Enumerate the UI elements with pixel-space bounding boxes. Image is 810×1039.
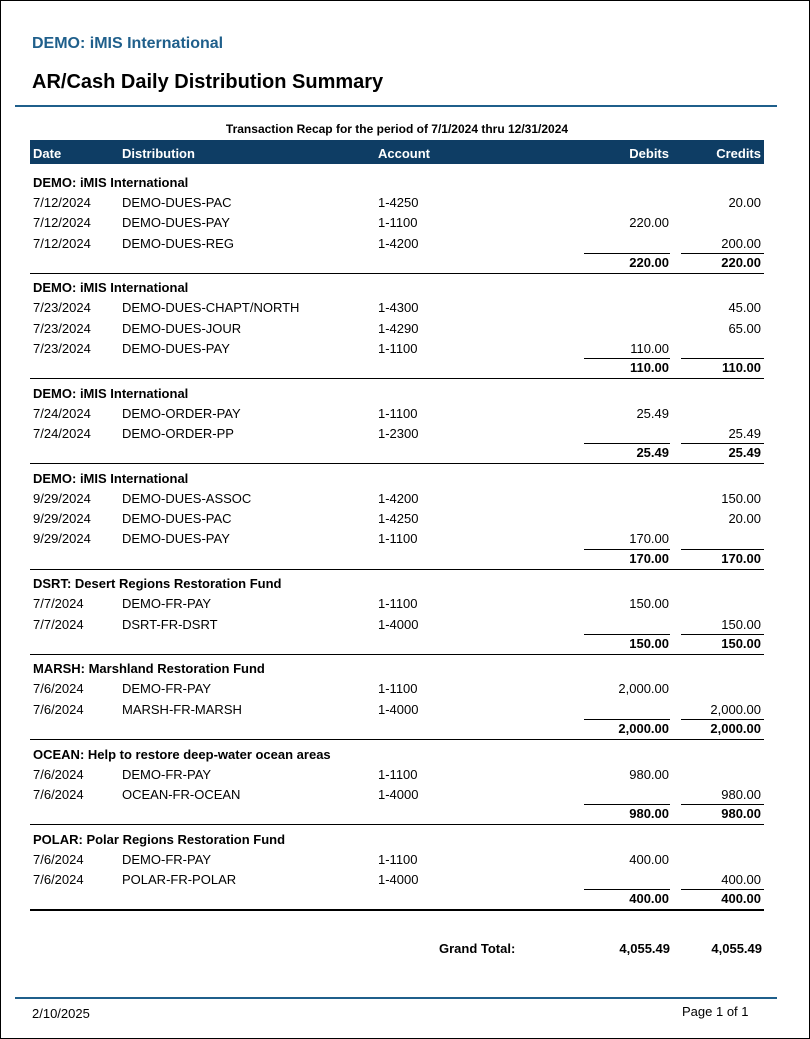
subtotal-credits: 400.00 [721,891,761,907]
group-separator [30,824,764,825]
column-header-debits: Debits [629,146,669,161]
subtotal-credits: 980.00 [721,806,761,822]
cell-account: 1-1100 [378,215,418,231]
cell-distribution: DSRT-FR-DSRT [122,616,218,632]
column-header-distribution: Distribution [122,146,195,161]
cell-date: 7/24/2024 [33,405,91,421]
cell-account: 1-1100 [378,596,418,612]
cell-date: 7/7/2024 [33,616,84,632]
cell-distribution: DEMO-DUES-PAC [122,195,232,210]
subtotal-rule-credits [681,804,764,805]
cell-debit: 980.00 [629,766,669,782]
table-row [30,195,764,213]
cell-date: 7/6/2024 [33,786,84,802]
subtotal-rule-debits [584,889,670,890]
cell-date: 7/6/2024 [33,701,84,717]
cell-date: 7/23/2024 [33,320,91,336]
cell-account: 1-4290 [378,320,419,336]
group-separator [30,378,764,379]
report-title: AR/Cash Daily Distribution Summary [32,71,384,93]
group-heading: DEMO: iMIS International [33,385,189,401]
cell-account: 1-1100 [378,340,418,356]
distribution-group [30,384,764,473]
group-separator [30,463,764,464]
subtotal-rule-credits [681,549,764,550]
cell-date: 9/29/2024 [33,511,91,527]
table-row [30,426,764,444]
footer-date: 2/10/2025 [32,1006,90,1021]
subtotal-debits: 150.00 [629,635,669,651]
cell-account: 1-4250 [378,511,419,527]
cell-credit: 20.00 [728,511,761,527]
cell-date: 7/6/2024 [33,766,84,782]
group-heading: MARSH: Marshland Restoration Fund [33,661,265,677]
cell-date: 7/7/2024 [33,596,84,612]
table-row [30,215,764,233]
distribution-group [30,830,764,919]
column-header-date: Date [33,146,62,161]
cell-date: 7/6/2024 [33,851,84,867]
cell-date: 9/29/2024 [33,490,91,506]
distribution-group [30,278,764,376]
cell-distribution: DEMO-FR-PAY [122,681,212,697]
subtotal-rule-debits [584,358,670,359]
cell-account: 1-4300 [378,300,419,316]
cell-debit: 2,000.00 [618,681,669,697]
cell-distribution: DEMO-DUES-REG [122,235,234,251]
column-header-bar [30,140,764,164]
subtotal-rule-debits [584,549,670,550]
cell-debit: 110.00 [630,340,669,356]
cell-distribution: OCEAN-FR-OCEAN [122,786,241,802]
cell-credit: 25.49 [728,426,761,442]
subtotal-rule-debits [584,719,670,720]
grand-total-label: Grand Total: [439,941,516,956]
subtotal-debits: 400.00 [629,891,669,907]
page-number: Page 1 of 1 [682,1004,749,1019]
group-heading: POLAR: Polar Regions Restoration Fund [33,831,286,847]
period-recap: Transaction Recap for the period of 7/1/2024 thru 12/31/2024 [225,122,569,136]
cell-account: 1-1100 [378,531,418,547]
cell-account: 1-4000 [378,786,419,802]
cell-date: 7/6/2024 [33,871,84,887]
column-header-credits: Credits [716,146,761,161]
subtotal-debits: 170.00 [629,550,669,566]
distribution-group [30,745,764,834]
table-row [30,872,764,890]
column-header-account: Account [378,146,430,161]
distribution-group [30,173,764,270]
cell-credit: 2,000.00 [710,701,761,717]
grand-total-credits: 4,055.49 [711,941,762,956]
cell-date: 7/12/2024 [33,235,91,251]
subtotal-debits: 110.00 [629,360,669,376]
subtotal-credits: 2,000.00 [710,720,761,736]
table-row [30,321,764,339]
cell-debit: 25.49 [636,405,669,421]
cell-credit: 150.00 [721,616,761,632]
cell-distribution: DEMO-ORDER-PAY [122,405,241,421]
cell-credit: 150.00 [721,490,761,506]
group-heading: OCEAN: Help to restore deep-water ocean areas [33,746,331,762]
cell-account: 1-1100 [378,766,418,782]
cell-debit: 150.00 [629,596,669,612]
footer-divider [15,997,777,999]
cell-account: 1-1100 [378,405,418,421]
cell-distribution: DEMO-FR-PAY [122,851,212,867]
cell-account: 1-1100 [378,681,418,697]
subtotal-rule-debits [584,804,670,805]
cell-distribution: MARSH-FR-MARSH [122,701,242,717]
subtotal-rule-credits [681,443,764,444]
table-row [30,596,764,614]
organization-name: DEMO: iMIS International [32,35,224,52]
cell-credit: 400.00 [721,871,761,887]
cell-debit: 170.00 [629,531,669,547]
cell-distribution: DEMO-DUES-ASSOC [122,490,252,506]
subtotal-rule-credits [681,719,764,720]
subtotal-credits: 150.00 [721,635,761,651]
cell-distribution: DEMO-DUES-PAY [122,340,230,356]
table-row [30,406,764,424]
subtotal-credits: 110.00 [721,360,761,376]
distribution-group [30,574,764,663]
cell-date: 7/6/2024 [33,681,84,697]
subtotal-debits: 220.00 [629,254,669,270]
subtotal-rule-debits [584,253,670,254]
table-row [30,511,764,529]
cell-date: 7/23/2024 [33,340,91,356]
subtotal-rule-debits [584,443,670,444]
table-row [30,617,764,635]
header-divider [15,105,777,107]
table-row [30,300,764,318]
table-row [30,767,764,785]
subtotal-rule-credits [681,253,764,254]
cell-distribution: DEMO-DUES-JOUR [122,320,242,336]
cell-distribution: DEMO-ORDER-PP [122,426,234,442]
cell-credit: 65.00 [728,320,761,336]
group-heading: DEMO: iMIS International [33,175,189,190]
subtotal-credits: 25.49 [728,445,761,461]
cell-distribution: DEMO-DUES-PAY [122,531,230,547]
cell-distribution: DEMO-FR-PAY [122,596,212,612]
cell-date: 7/12/2024 [33,215,91,231]
table-row [30,681,764,699]
subtotal-debits: 980.00 [629,806,669,822]
cell-account: 1-4200 [378,235,419,251]
subtotal-debits: 25.49 [636,445,669,461]
distribution-group [30,659,764,748]
cell-date: 7/12/2024 [33,195,91,210]
subtotal-rule-credits [681,889,764,890]
cell-distribution: DEMO-DUES-PAC [122,511,232,527]
cell-credit: 980.00 [721,786,761,802]
group-separator [30,273,764,274]
group-heading: DSRT: Desert Regions Restoration Fund [33,576,282,592]
subtotal-credits: 170.00 [721,550,761,566]
subtotal-rule-debits [584,634,670,635]
cell-account: 1-1100 [378,851,418,867]
group-heading: DEMO: iMIS International [33,280,189,296]
distribution-group [30,469,764,566]
cell-distribution: DEMO-DUES-CHAPT/NORTH [122,300,300,316]
group-heading: DEMO: iMIS International [33,470,189,486]
cell-account: 1-4000 [378,616,419,632]
group-separator [30,909,764,911]
table-row [30,787,764,805]
group-separator [30,569,764,570]
subtotal-rule-credits [681,358,764,359]
grand-total-debits: 4,055.49 [619,941,670,956]
table-row [30,236,764,254]
table-row [30,341,764,359]
cell-account: 1-4250 [378,195,419,210]
subtotal-rule-credits [681,634,764,635]
group-separator [30,739,764,740]
cell-debit: 400.00 [629,851,669,867]
cell-account: 1-4000 [378,701,419,717]
cell-credit: 200.00 [721,235,761,251]
group-separator [30,654,764,655]
cell-account: 1-4000 [378,871,419,887]
subtotal-debits: 2,000.00 [618,720,669,736]
cell-credit: 20.00 [728,195,761,210]
subtotal-credits: 220.00 [721,254,761,270]
cell-account: 1-2300 [378,426,419,442]
cell-distribution: DEMO-DUES-PAY [122,215,230,231]
table-row [30,491,764,509]
cell-date: 7/23/2024 [33,300,91,316]
table-row [30,702,764,720]
cell-distribution: POLAR-FR-POLAR [122,871,237,887]
cell-date: 9/29/2024 [33,531,91,547]
cell-distribution: DEMO-FR-PAY [122,766,212,782]
table-row [30,531,764,549]
table-row [30,852,764,870]
cell-date: 7/24/2024 [33,426,91,442]
cell-debit: 220.00 [629,215,669,231]
cell-account: 1-4200 [378,490,419,506]
cell-credit: 45.00 [728,300,761,316]
